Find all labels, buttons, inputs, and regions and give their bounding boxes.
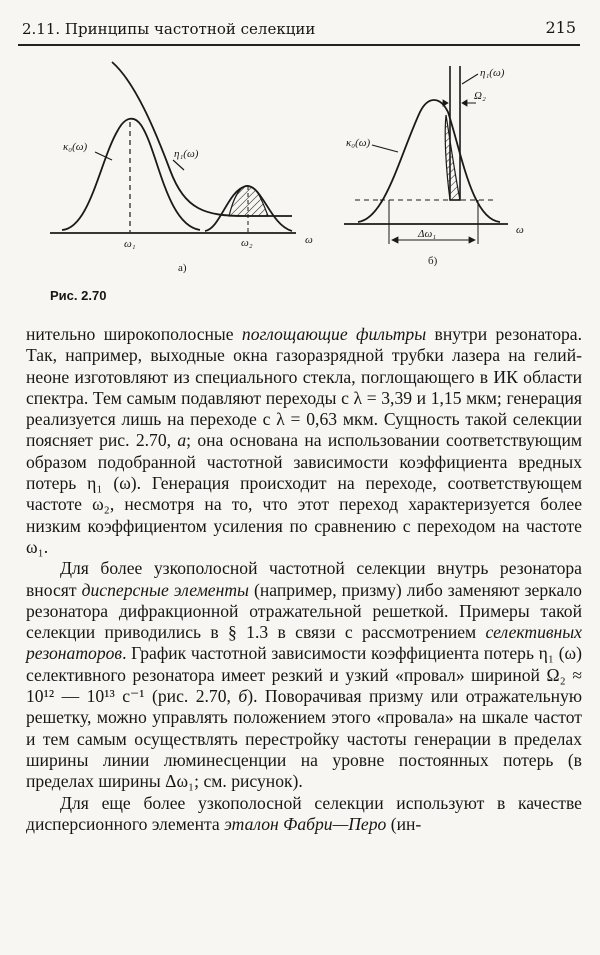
panel-a-eta-label: η₁(ω) <box>174 148 199 160</box>
panel-a-axis-label: ω <box>305 234 313 246</box>
panel-b-eta-label: η₁(ω) <box>480 67 505 79</box>
panel-a-eta-leader <box>173 160 184 170</box>
panel-b-label: б) <box>428 255 438 267</box>
panel-b-axis-label: ω <box>516 224 524 236</box>
panel-b-delta-label: Δω₁ <box>418 228 437 240</box>
panel-a-omega1-label: ω₁ <box>124 238 136 250</box>
panel-a-loss-curve <box>112 62 292 216</box>
page-header <box>18 12 580 42</box>
paragraph-2: Для более узкополосной частотной селекции внутрь резонатора вносят дисперсные элементы (например, призму) либо заменяют зеркало резонатора дифракционной отражательной решеткой. Примеры такой селекции приводились в § 1.3 в связи с рассмотрением селективных резонаторов. График частотной зависимости коэффициента потерь η₁ (ω) селективного резонатора имеет резкий и узкий «провал» шириной Ω₂ ≈ 10¹² — 10¹³ с⁻¹ (рис. 2.70, б). Поворачивая призму или отражательную решетку, можно управлять положением этого «провала» на шкале частот и тем самым осуществлять перестройку частоты генерации в пределах ширины линии люминесценции на уровне постоянных потерь (в пределах ширины Δω₁; см. рисунок). <box>26 558 582 792</box>
paragraph-1: нительно широкополосные поглощающие фильтры внутри резонатора. Так, например, выходные окна газоразрядной трубки лазера на гелий-неоне изготовляют из специального стекла, поглощающего в ИК области спектра. Тем самым подавляют переходы с λ = 3,39 и 1,15 мкм; генерация реализуется лишь на переходе с λ = 0,63 мкм. Сущность такой селекции поясняет рис. 2.70, а; она основана на использовании соответствующим образом подобранной частотной зависимости коэффициента вредных потерь η₁ (ω). Генерация происходит на переходе, соответствующем частоте ω₂, несмотря на то, что этот переход характеризуется более низким коэффициентом усиления по сравнению с переходом на частоте ω₁. <box>26 324 582 557</box>
panel-b-kappa-label: κ₀(ω) <box>346 137 371 149</box>
paragraph-3: Для еще более узкополосной селекции используют в качестве дисперсионного элемента эталон Фабри—Перо (ин- <box>26 792 582 834</box>
body-text <box>26 324 582 835</box>
panel-b-gain-curve <box>358 100 500 222</box>
panel-a-hatched-area <box>229 186 268 216</box>
figure-caption: Рис. 2.70 <box>50 288 107 303</box>
panel-a-omega2-label: ω₂ <box>241 237 253 249</box>
section-title: 2.11. Принципы частотной селекции <box>22 20 316 38</box>
panel-b-omega2-label: Ω₂ <box>474 90 486 102</box>
panel-a-gain-curve <box>62 119 200 230</box>
panel-a-kappa-leader <box>95 152 112 160</box>
page-number: 215 <box>545 18 576 37</box>
header-rule <box>18 44 580 46</box>
panel-b-eta-leader <box>462 74 478 84</box>
figure-2-70 <box>0 52 600 284</box>
panel-b-kappa-leader <box>372 145 398 152</box>
panel-a-label: а) <box>178 262 187 274</box>
panel-a-kappa-label: κ₀(ω) <box>63 141 88 153</box>
